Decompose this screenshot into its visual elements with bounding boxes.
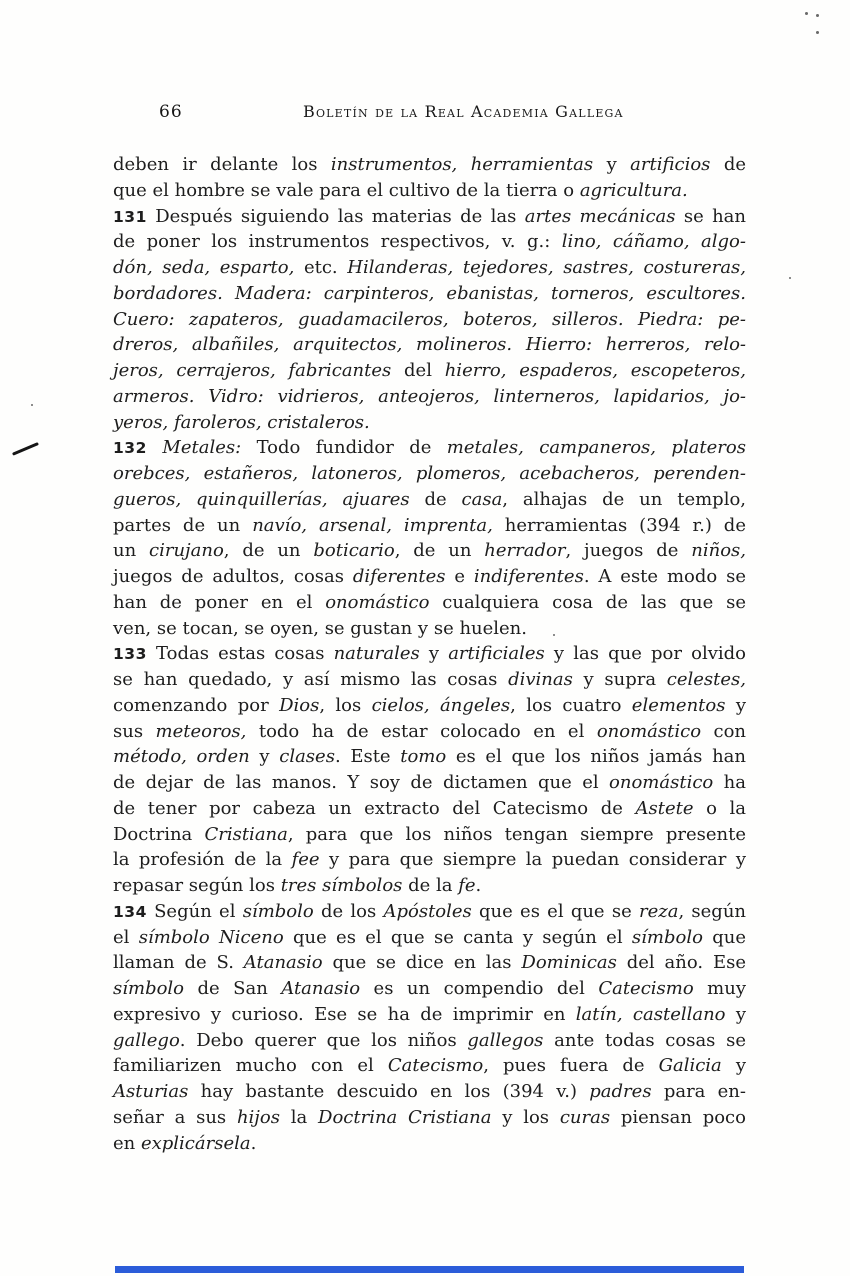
text-line: jeros, cerrajeros, fabricantes del hierro, espaderos, escopeteros, bbox=[113, 360, 746, 381]
text-line: 132 Metales: Todo fundidor de metales, campaneros, plateros bbox=[113, 437, 746, 459]
text-line: repasar según los tres símbolos de la fe. bbox=[113, 875, 482, 896]
text-line: sus meteoros, todo ha de estar colocado en el onomástico con bbox=[113, 720, 747, 742]
text-line: de dejar de las manos. Y soy de dictamen que el onomástico ha bbox=[113, 772, 746, 793]
text-line: gueros, quinquillerías, ajuares de casa, alhajas de un templo, bbox=[113, 488, 747, 510]
text-line: llaman de S. Atanasio que se dice en las Dominicas del año. Ese bbox=[113, 952, 746, 974]
text-line: el símbolo Niceno que es el que se canta y según el símbolo que bbox=[113, 926, 746, 948]
text-line: 131 Después siguiendo las materias de las artes mecánicas se han bbox=[113, 205, 747, 227]
text-line: Asturias hay bastante descuido en los (394 v.) padres para en- bbox=[113, 1081, 746, 1102]
text-block bbox=[113, 152, 746, 1156]
margin-pen-mark bbox=[12, 442, 39, 456]
text-line: la profesión de la fee y para que siempre la puedan considerar y bbox=[113, 849, 746, 871]
scan-speck bbox=[805, 12, 808, 15]
text-line: método, orden y clases. Este tomo es el que los niños jamás han bbox=[113, 746, 746, 768]
text-line: dreros, albañiles, arquitectos, molineros. Hierro: herreros, relo- bbox=[113, 334, 746, 356]
text-line: bordadores. Madera: carpinteros, ebanistas, torneros, escultores. bbox=[113, 282, 746, 304]
text-line: un cirujano, de un boticario, de un herrador, juegos de niños, bbox=[113, 540, 746, 562]
text-line: deben ir delante los instrumentos, herramientas y artificios de bbox=[113, 154, 746, 175]
scan-artifact-bar bbox=[115, 1266, 744, 1273]
text-line: orebces, estañeros, latoneros, plomeros, acebacheros, perenden- bbox=[113, 463, 746, 484]
text-line: armeros. Vidro: vidrieros, anteojeros, linterneros, lapidarios, jo- bbox=[113, 385, 746, 407]
scan-speck bbox=[789, 277, 791, 279]
text-line: han de poner en el onomástico cualquiera cosa de las que se bbox=[113, 591, 746, 613]
scan-speck bbox=[31, 404, 33, 406]
scan-speck bbox=[816, 14, 819, 17]
text-line: que el hombre se vale para el cultivo de la tierra o agricultura. bbox=[113, 179, 688, 201]
text-line: partes de un navío, arsenal, imprenta, herramientas (394 r.) de bbox=[113, 514, 746, 536]
text-line: se han quedado, y así mismo las cosas divinas y supra celestes, bbox=[113, 669, 746, 690]
text-line: 133 Todas estas cosas naturales y artificiales y las que por olvido bbox=[113, 643, 746, 665]
running-header: Boletín de la Real Academia Gallega bbox=[303, 102, 624, 121]
text-line: de poner los instrumentos respectivos, v. g.: lino, cáñamo, algo- bbox=[113, 231, 746, 253]
scan-speck bbox=[816, 31, 819, 34]
text-line: señar a sus hijos la Doctrina Cristiana y los curas piensan poco bbox=[113, 1106, 746, 1128]
text-line: 134 Según el símbolo de los Apóstoles que es el que se reza, según bbox=[113, 900, 747, 922]
text-line: dón, seda, esparto, etc. Hilanderas, tejedores, sastres, costureras, bbox=[113, 257, 747, 278]
text-line: juegos de adultos, cosas diferentes e indiferentes. A este modo se bbox=[113, 566, 746, 587]
text-line: de tener por cabeza un extracto del Catecismo de Astete o la bbox=[113, 797, 746, 819]
text-line: símbolo de San Atanasio es un compendio del Catecismo muy bbox=[113, 978, 746, 999]
text-line: yeros, faroleros, cristaleros. bbox=[113, 411, 370, 433]
text-line: familiarizen mucho con el Catecismo, pues fuera de Galicia y bbox=[113, 1055, 746, 1077]
text-line: gallego. Debo querer que los niños gallegos ante todas cosas se bbox=[113, 1029, 746, 1051]
page-number: 66 bbox=[159, 102, 183, 122]
text-line: expresivo y curioso. Ese se ha de imprimir en latín, castellano y bbox=[113, 1003, 747, 1025]
text-line: ven, se tocan, se oyen, se gustan y se huelen. bbox=[113, 617, 527, 639]
scan-speck bbox=[553, 634, 555, 636]
text-line: en explicársela. bbox=[113, 1132, 257, 1154]
text-line: Cuero: zapateros, guadamacileros, boteros, silleros. Piedra: pe- bbox=[113, 308, 746, 330]
text-line: Doctrina Cristiana, para que los niños tengan siempre presente bbox=[113, 823, 746, 845]
text-line: comenzando por Dios, los cielos, ángeles, los cuatro elementos y bbox=[113, 694, 746, 716]
